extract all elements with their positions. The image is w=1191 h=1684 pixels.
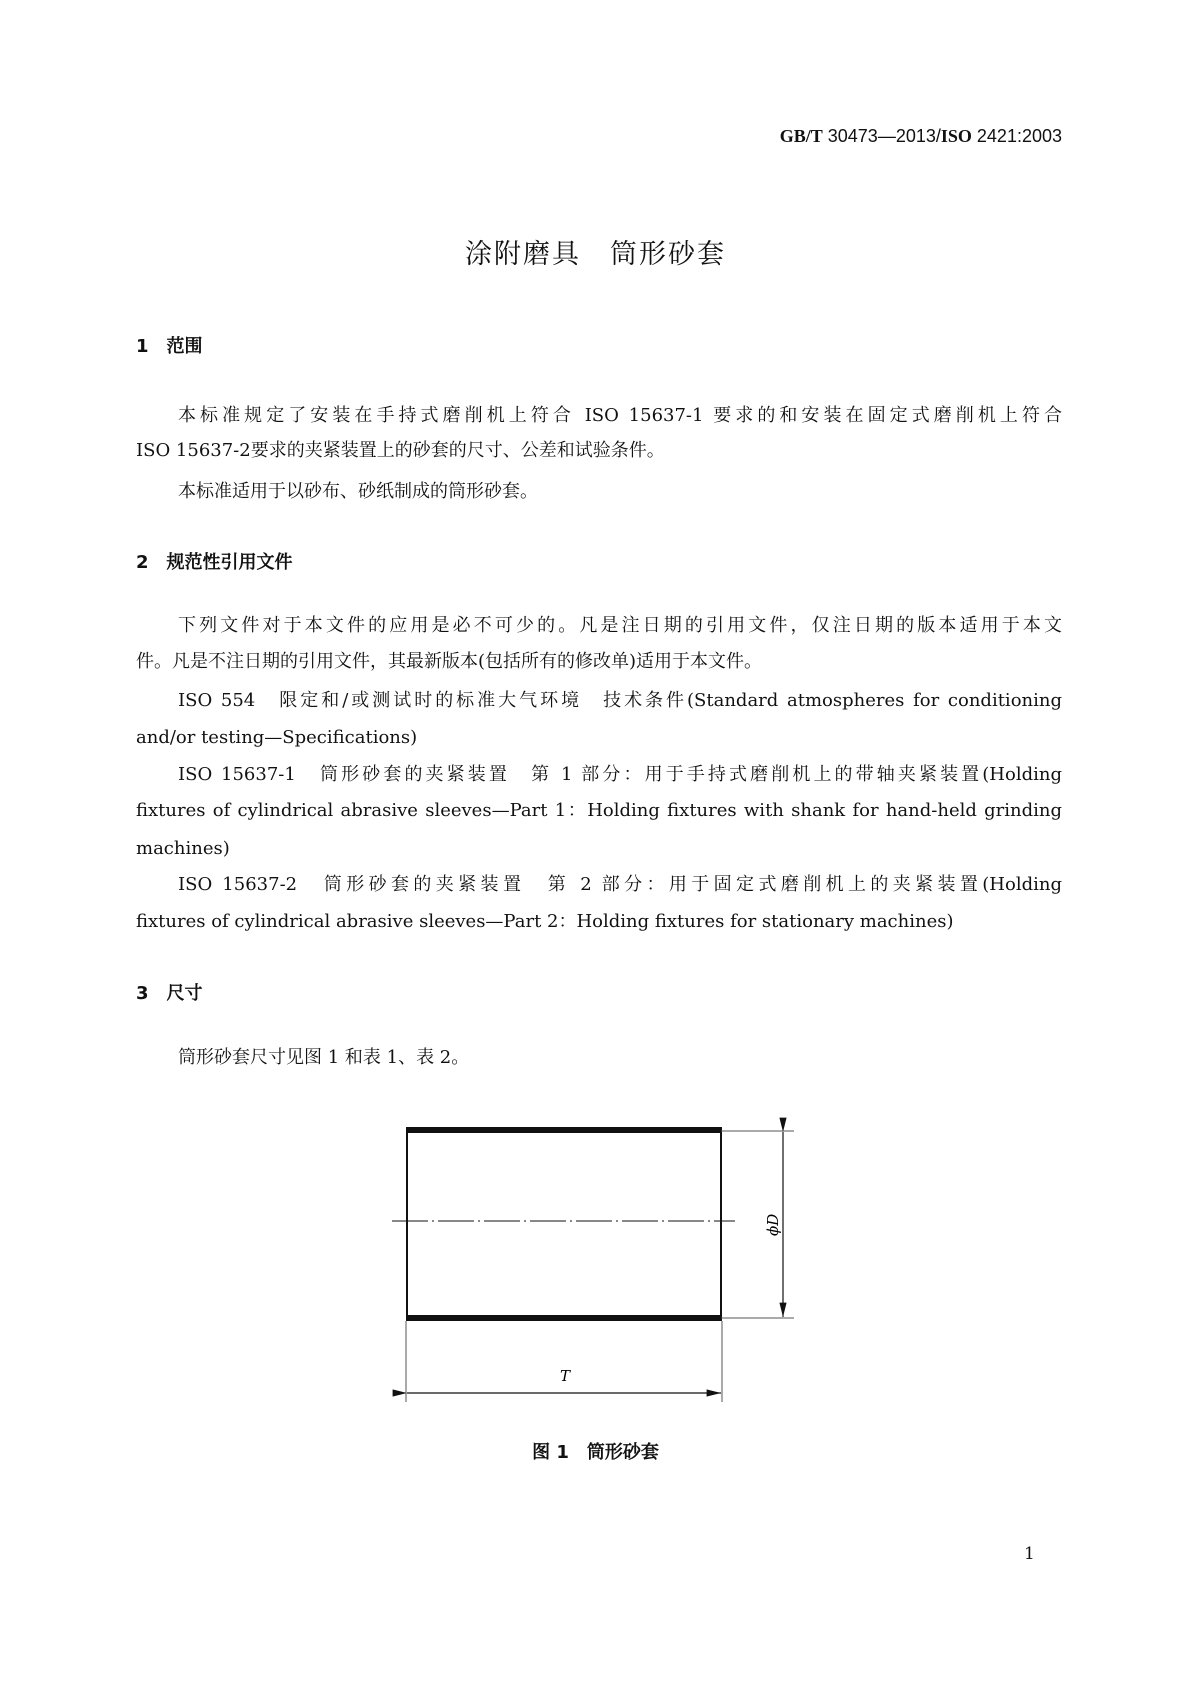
header-number: 30473—2013/ — [822, 126, 941, 146]
reference-line: and/or testing—Specifications) — [136, 727, 418, 748]
header-iso-prefix: ISO — [940, 126, 972, 146]
figure-caption: 图 1 筒形砂套 — [532, 1442, 659, 1463]
cylindrical-sleeve-figure — [380, 1110, 820, 1410]
header-iso-number: 2421:2003 — [971, 126, 1062, 146]
sleeve-outline — [407, 1130, 721, 1317]
section-heading-scope: 1 范围 — [136, 336, 203, 357]
document-title: 涂附磨具 筒形砂套 — [465, 239, 726, 270]
sleeve-top-wall — [406, 1127, 722, 1133]
paragraph-line: 本标准适用于以砂布、砂纸制成的筒形砂套。 — [178, 481, 538, 502]
reference-line: ISO 15637-1 筒形砂套的夹紧装置 第 1 部分：用于手持式磨削机上的带轴夹紧装置(Holding — [178, 764, 1062, 785]
page-number: 1 — [1024, 1544, 1035, 1564]
reference-line: ISO 554 限定和/或测试时的标准大气环境 技术条件(Standard atmospheres for conditioning — [178, 690, 1062, 711]
reference-line: fixtures of cylindrical abrasive sleeves—Part 1：Holding fixtures with shank for hand-held grinding — [136, 800, 1062, 821]
standard-number-header — [780, 126, 1062, 147]
paragraph-line: 件。凡是不注日期的引用文件，其最新版本(包括所有的修改单)适用于本文件。 — [136, 651, 763, 672]
section-heading-dimensions: 3 尺寸 — [136, 983, 203, 1004]
diameter-label: ϕD — [764, 1213, 782, 1236]
reference-line: machines) — [136, 838, 230, 859]
length-label: T — [560, 1367, 571, 1385]
sleeve-bottom-wall — [406, 1315, 722, 1321]
reference-line: fixtures of cylindrical abrasive sleeves—Part 2：Holding fixtures for stationary machines) — [136, 911, 954, 932]
header-prefix: GB/T — [779, 126, 823, 146]
paragraph-line: 本标准规定了安装在手持式磨削机上符合 ISO 15637-1 要求的和安装在固定式磨削机上符合 — [178, 405, 1062, 426]
section-heading-normative-references: 2 规范性引用文件 — [136, 552, 293, 573]
reference-line: ISO 15637-2 筒形砂套的夹紧装置 第 2 部分：用于固定式磨削机上的夹紧装置(Holding — [178, 874, 1062, 895]
paragraph-line: 筒形砂套尺寸见图 1 和表 1、表 2。 — [178, 1047, 470, 1068]
paragraph-line: ISO 15637-2要求的夹紧装置上的砂套的尺寸、公差和试验条件。 — [136, 440, 665, 461]
paragraph-line: 下列文件对于本文件的应用是必不可少的。凡是注日期的引用文件，仅注日期的版本适用于本文 — [178, 615, 1062, 636]
